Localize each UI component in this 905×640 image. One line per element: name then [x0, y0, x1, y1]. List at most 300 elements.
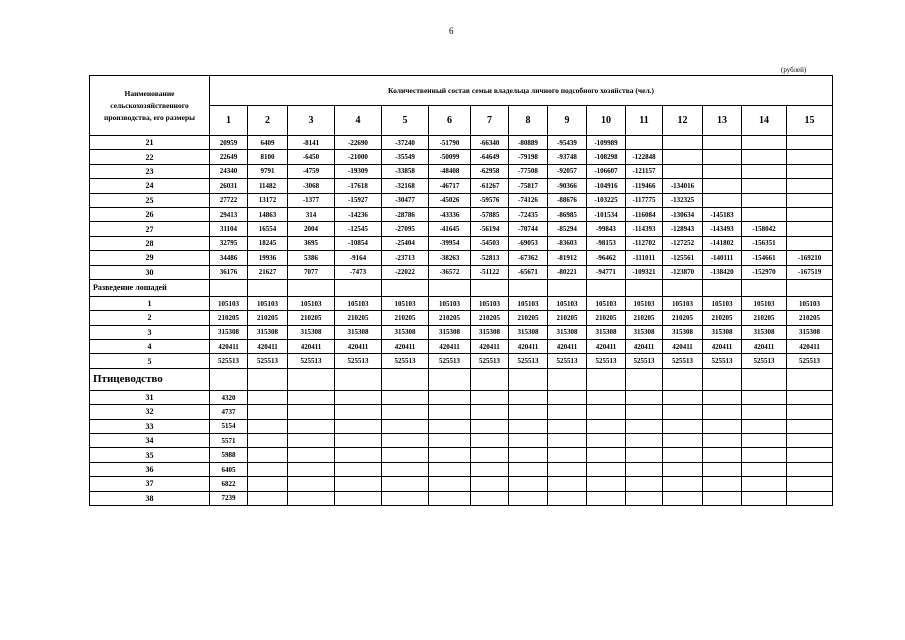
table-cell: -108298	[587, 150, 626, 164]
table-cell: -94771	[587, 265, 626, 279]
table-row	[90, 462, 833, 476]
table-cell	[742, 193, 787, 207]
table-cell	[663, 419, 703, 433]
table-cell: -112702	[626, 236, 663, 250]
table-cell	[587, 368, 626, 390]
section-title: Разведение лошадей	[90, 279, 210, 296]
table-cell: -59576	[471, 193, 509, 207]
row-label: 26	[90, 207, 210, 221]
section-title: Птицеводство	[90, 368, 210, 390]
table-row	[90, 193, 833, 207]
table-cell	[509, 462, 548, 476]
column-header: 1	[210, 106, 248, 136]
table-cell: -22690	[335, 136, 382, 150]
column-header: 6	[429, 106, 471, 136]
table-cell	[663, 477, 703, 491]
table-cell: -106607	[587, 164, 626, 178]
table-cell: 315308	[742, 325, 787, 339]
table-cell: -51122	[471, 265, 509, 279]
table-cell: -123870	[663, 265, 703, 279]
table-cell	[787, 207, 833, 221]
table-cell: -64649	[471, 150, 509, 164]
column-header: 3	[288, 106, 335, 136]
table-cell: 210205	[663, 311, 703, 325]
table-cell: 210205	[509, 311, 548, 325]
table-cell	[509, 448, 548, 462]
table-cell: 21627	[248, 265, 288, 279]
table-cell	[663, 434, 703, 448]
table-cell: 105103	[382, 296, 429, 310]
table-cell: -138420	[703, 265, 742, 279]
data-table	[89, 75, 833, 506]
table-cell: -17618	[335, 179, 382, 193]
table-cell	[626, 390, 663, 404]
table-cell: 210205	[587, 311, 626, 325]
table-cell: -141802	[703, 236, 742, 250]
table-cell: -92057	[548, 164, 587, 178]
table-cell: -52813	[471, 251, 509, 265]
table-cell	[663, 462, 703, 476]
table-cell: -33858	[382, 164, 429, 178]
table-cell: 105103	[471, 296, 509, 310]
table-cell	[587, 434, 626, 448]
table-cell: -66340	[471, 136, 509, 150]
table-cell: -56194	[471, 222, 509, 236]
table-cell	[382, 434, 429, 448]
table-cell: -90366	[548, 179, 587, 193]
table-cell: -22022	[382, 265, 429, 279]
table-row	[90, 340, 833, 354]
table-cell: 210205	[742, 311, 787, 325]
table-cell	[703, 279, 742, 296]
table-cell: 315308	[210, 325, 248, 339]
table-cell	[471, 448, 509, 462]
table-cell: 525513	[248, 354, 288, 368]
row-label: 36	[90, 462, 210, 476]
table-cell: -127252	[663, 236, 703, 250]
table-cell: -12545	[335, 222, 382, 236]
table-row	[90, 390, 833, 404]
table-cell	[663, 390, 703, 404]
table-cell: -30477	[382, 193, 429, 207]
table-cell: 210205	[626, 311, 663, 325]
table-cell	[210, 368, 248, 390]
table-cell: -69053	[509, 236, 548, 250]
table-cell: -62958	[471, 164, 509, 178]
row-label: 24	[90, 179, 210, 193]
table-cell	[429, 448, 471, 462]
table-cell: 2004	[288, 222, 335, 236]
table-cell: 210205	[382, 311, 429, 325]
table-cell	[248, 279, 288, 296]
table-cell: -116084	[626, 207, 663, 221]
table-cell: -109989	[587, 136, 626, 150]
table-cell	[703, 491, 742, 505]
table-cell	[335, 390, 382, 404]
table-cell: 420411	[210, 340, 248, 354]
row-label: 23	[90, 164, 210, 178]
table-cell: 210205	[471, 311, 509, 325]
section-row	[90, 279, 833, 296]
table-cell: -8141	[288, 136, 335, 150]
table-cell	[548, 491, 587, 505]
table-cell: -132325	[663, 193, 703, 207]
column-header: 13	[703, 106, 742, 136]
table-cell: 525513	[335, 354, 382, 368]
table-cell: 5988	[210, 448, 248, 462]
table-cell	[787, 179, 833, 193]
table-cell: -45026	[429, 193, 471, 207]
table-cell	[787, 222, 833, 236]
row-label: 21	[90, 136, 210, 150]
table-cell: 29413	[210, 207, 248, 221]
table-cell: -125561	[663, 251, 703, 265]
table-cell: 420411	[663, 340, 703, 354]
table-cell: -4759	[288, 164, 335, 178]
table-cell	[703, 179, 742, 193]
table-cell: -130634	[663, 207, 703, 221]
table-cell	[626, 419, 663, 433]
table-cell	[288, 405, 335, 419]
table-cell: 420411	[509, 340, 548, 354]
table-cell: -67362	[509, 251, 548, 265]
table-cell	[703, 462, 742, 476]
table-cell: 9791	[248, 164, 288, 178]
table-cell	[548, 462, 587, 476]
table-cell	[248, 477, 288, 491]
table-cell	[626, 462, 663, 476]
table-cell: 525513	[626, 354, 663, 368]
table-cell: -51790	[429, 136, 471, 150]
table-cell	[429, 462, 471, 476]
table-cell: -119466	[626, 179, 663, 193]
table-row	[90, 136, 833, 150]
table-cell	[703, 419, 742, 433]
table-cell: -93748	[548, 150, 587, 164]
table-cell: 525513	[288, 354, 335, 368]
table-cell: 105103	[288, 296, 335, 310]
table-cell: 420411	[429, 340, 471, 354]
table-cell	[382, 477, 429, 491]
table-cell: 525513	[429, 354, 471, 368]
table-cell: 11482	[248, 179, 288, 193]
table-cell: -39954	[429, 236, 471, 250]
table-cell: 315308	[663, 325, 703, 339]
table-cell: 420411	[471, 340, 509, 354]
table-cell	[787, 419, 833, 433]
table-row	[90, 419, 833, 433]
table-cell: -72435	[509, 207, 548, 221]
table-cell: -6450	[288, 150, 335, 164]
table-cell	[509, 390, 548, 404]
table-cell	[742, 405, 787, 419]
table-cell: -134016	[663, 179, 703, 193]
table-cell: -121157	[626, 164, 663, 178]
table-cell	[288, 462, 335, 476]
table-cell: 105103	[587, 296, 626, 310]
table-cell: 105103	[429, 296, 471, 310]
table-row	[90, 164, 833, 178]
row-label: 3	[90, 325, 210, 339]
table-cell: -85294	[548, 222, 587, 236]
table-cell: 420411	[787, 340, 833, 354]
row-label: 25	[90, 193, 210, 207]
row-label: 5	[90, 354, 210, 368]
table-cell: 210205	[703, 311, 742, 325]
table-cell: 420411	[548, 340, 587, 354]
table-cell	[335, 491, 382, 505]
table-cell: 315308	[509, 325, 548, 339]
table-cell	[429, 477, 471, 491]
column-header: 12	[663, 106, 703, 136]
table-cell	[626, 405, 663, 419]
row-label: 27	[90, 222, 210, 236]
table-row	[90, 477, 833, 491]
table-cell: -79198	[509, 150, 548, 164]
table-cell: -88676	[548, 193, 587, 207]
table-cell	[471, 405, 509, 419]
table-cell: 525513	[787, 354, 833, 368]
table-cell	[787, 434, 833, 448]
table-cell	[548, 279, 587, 296]
column-header: 10	[587, 106, 626, 136]
table-cell	[288, 448, 335, 462]
table-cell	[626, 368, 663, 390]
table-cell	[663, 164, 703, 178]
table-cell: 525513	[703, 354, 742, 368]
table-cell: -158042	[742, 222, 787, 236]
table-cell	[509, 279, 548, 296]
table-cell	[548, 477, 587, 491]
table-cell: 7239	[210, 491, 248, 505]
table-row	[90, 251, 833, 265]
table-cell: 13172	[248, 193, 288, 207]
table-cell	[210, 279, 248, 296]
table-cell	[288, 434, 335, 448]
table-cell: -23713	[382, 251, 429, 265]
table-cell	[548, 434, 587, 448]
table-cell: -46717	[429, 179, 471, 193]
row-label: 35	[90, 448, 210, 462]
table-cell	[703, 448, 742, 462]
row-label: 28	[90, 236, 210, 250]
table-cell: -80221	[548, 265, 587, 279]
table-cell: 210205	[548, 311, 587, 325]
table-cell: -36572	[429, 265, 471, 279]
table-cell	[587, 462, 626, 476]
column-header: 8	[509, 106, 548, 136]
row-label: 4	[90, 340, 210, 354]
table-row	[90, 405, 833, 419]
table-cell: 210205	[335, 311, 382, 325]
table-cell: 420411	[335, 340, 382, 354]
table-cell: 210205	[429, 311, 471, 325]
table-cell	[548, 368, 587, 390]
table-cell: -75817	[509, 179, 548, 193]
table-cell	[742, 390, 787, 404]
table-cell	[663, 448, 703, 462]
table-cell	[626, 136, 663, 150]
column-header: 7	[471, 106, 509, 136]
table-cell	[248, 434, 288, 448]
table-cell	[471, 419, 509, 433]
table-cell: -50099	[429, 150, 471, 164]
table-cell	[248, 368, 288, 390]
table-cell: -128943	[663, 222, 703, 236]
table-cell	[703, 368, 742, 390]
table-cell: 19936	[248, 251, 288, 265]
table-cell	[742, 491, 787, 505]
table-cell: 525513	[382, 354, 429, 368]
table-cell	[663, 136, 703, 150]
table-cell	[429, 491, 471, 505]
table-row	[90, 434, 833, 448]
table-cell: 36176	[210, 265, 248, 279]
table-cell	[663, 150, 703, 164]
table-row	[90, 448, 833, 462]
table-cell	[248, 448, 288, 462]
table-cell: 210205	[210, 311, 248, 325]
table-cell	[288, 419, 335, 433]
table-cell: -122848	[626, 150, 663, 164]
table-cell: -83603	[548, 236, 587, 250]
table-row	[90, 236, 833, 250]
table-cell: -27095	[382, 222, 429, 236]
table-cell: -14236	[335, 207, 382, 221]
table-cell	[742, 179, 787, 193]
table-cell	[471, 434, 509, 448]
table-cell: 5571	[210, 434, 248, 448]
table-cell	[742, 207, 787, 221]
table-cell: -1377	[288, 193, 335, 207]
table-cell: 105103	[548, 296, 587, 310]
table-cell	[335, 477, 382, 491]
table-cell	[509, 434, 548, 448]
table-cell: -156351	[742, 236, 787, 250]
table-cell	[429, 434, 471, 448]
table-cell	[509, 477, 548, 491]
table-cell: 24340	[210, 164, 248, 178]
table-cell: 18245	[248, 236, 288, 250]
column-header: 5	[382, 106, 429, 136]
table-cell: 315308	[471, 325, 509, 339]
table-cell	[742, 477, 787, 491]
table-cell: -37240	[382, 136, 429, 150]
row-label: 1	[90, 296, 210, 310]
table-cell: 105103	[703, 296, 742, 310]
table-cell	[742, 279, 787, 296]
table-row	[90, 325, 833, 339]
table-cell	[248, 405, 288, 419]
table-cell	[288, 390, 335, 404]
row-label: 22	[90, 150, 210, 164]
table-cell: -103225	[587, 193, 626, 207]
column-header: 15	[787, 106, 833, 136]
row-label: 29	[90, 251, 210, 265]
table-cell: -169210	[787, 251, 833, 265]
table-cell	[787, 448, 833, 462]
table-row	[90, 354, 833, 368]
table-cell	[663, 368, 703, 390]
table-cell: 14863	[248, 207, 288, 221]
table-cell	[787, 491, 833, 505]
table-cell	[787, 462, 833, 476]
table-cell: 210205	[248, 311, 288, 325]
table-cell: -117775	[626, 193, 663, 207]
table-cell: 525513	[663, 354, 703, 368]
table-cell	[663, 491, 703, 505]
table-cell: -10854	[335, 236, 382, 250]
table-cell: 105103	[742, 296, 787, 310]
table-cell: -114393	[626, 222, 663, 236]
table-cell	[787, 279, 833, 296]
table-cell: -15927	[335, 193, 382, 207]
table-cell: -28786	[382, 207, 429, 221]
table-cell: 525513	[742, 354, 787, 368]
row-label: 37	[90, 477, 210, 491]
table-cell: 420411	[587, 340, 626, 354]
table-cell	[335, 462, 382, 476]
table-cell	[288, 368, 335, 390]
table-cell: 105103	[335, 296, 382, 310]
table-cell: 314	[288, 207, 335, 221]
table-cell: 525513	[471, 354, 509, 368]
row-label: 38	[90, 491, 210, 505]
section-row	[90, 368, 833, 390]
table-cell	[742, 136, 787, 150]
table-cell: 420411	[288, 340, 335, 354]
table-cell: -54503	[471, 236, 509, 250]
table-cell: 525513	[509, 354, 548, 368]
row-label: 2	[90, 311, 210, 325]
table-cell: 5154	[210, 419, 248, 433]
table-cell	[335, 448, 382, 462]
table-cell: 315308	[288, 325, 335, 339]
table-cell	[742, 164, 787, 178]
table-cell: 3695	[288, 236, 335, 250]
table-cell	[587, 279, 626, 296]
table-row	[90, 265, 833, 279]
table-row	[90, 296, 833, 310]
name-column-header: Наименование сельскохозяйственного производства, его размеры	[90, 76, 210, 136]
table-cell: 420411	[742, 340, 787, 354]
table-cell	[787, 236, 833, 250]
table-cell	[587, 491, 626, 505]
table-cell: -152970	[742, 265, 787, 279]
table-cell	[787, 390, 833, 404]
row-label: 32	[90, 405, 210, 419]
table-cell	[382, 279, 429, 296]
table-cell	[787, 136, 833, 150]
table-cell	[429, 405, 471, 419]
table-cell	[335, 419, 382, 433]
table-cell	[703, 390, 742, 404]
table-cell: 315308	[335, 325, 382, 339]
table-cell: 525513	[548, 354, 587, 368]
table-cell: 31104	[210, 222, 248, 236]
table-cell: -70744	[509, 222, 548, 236]
table-cell	[548, 448, 587, 462]
table-cell	[742, 462, 787, 476]
table-cell: 420411	[703, 340, 742, 354]
table-cell	[335, 434, 382, 448]
table-cell: -21000	[335, 150, 382, 164]
table-cell	[509, 491, 548, 505]
table-cell	[288, 491, 335, 505]
table-cell: -3068	[288, 179, 335, 193]
table-cell	[548, 419, 587, 433]
table-cell: 105103	[248, 296, 288, 310]
